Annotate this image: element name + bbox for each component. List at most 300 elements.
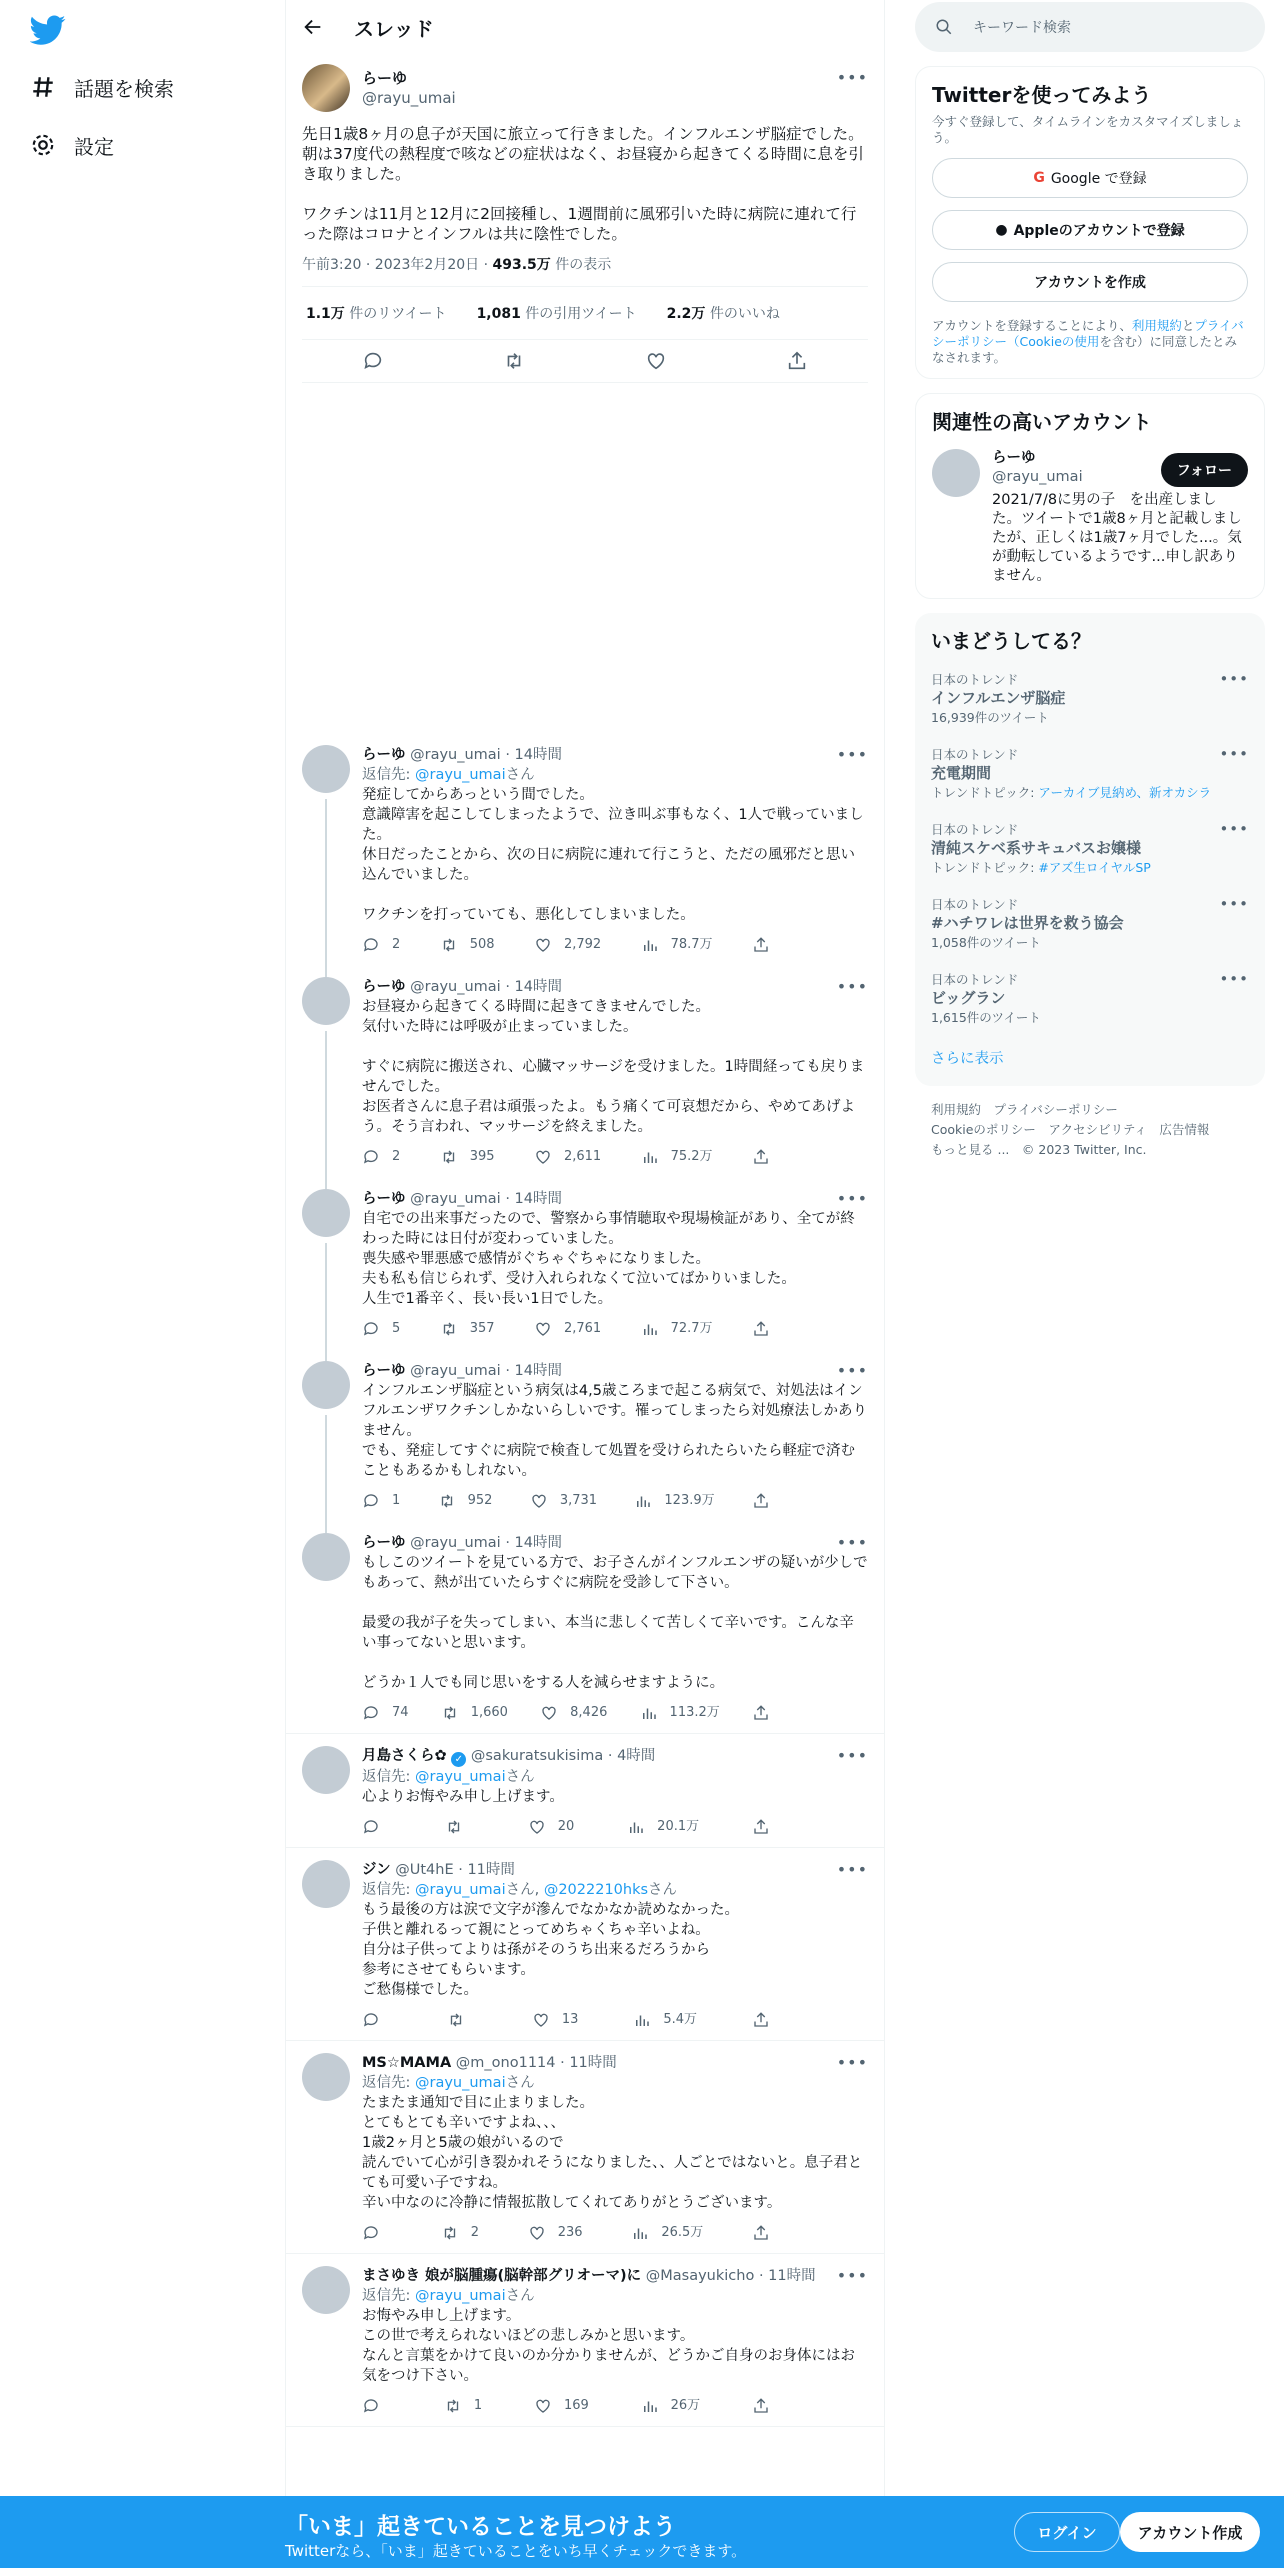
trend-name: インフルエンザ脳症 — [931, 689, 1066, 707]
likes-stat[interactable] — [667, 303, 780, 323]
reply-action[interactable] — [362, 1319, 400, 1339]
reply-to-prefix: 返信先: — [362, 1769, 415, 1785]
avatar[interactable] — [302, 1746, 350, 1794]
reply-author-name[interactable]: まさゆき 娘が脳腫瘍(脳幹部グリオーマ)に — [362, 2268, 642, 2284]
reply-to-link[interactable]: @rayu_umai — [415, 2288, 506, 2304]
views-action-count: 20.1万 — [657, 1819, 700, 1834]
like-action-icon — [540, 1704, 558, 1722]
signup-button[interactable]: アカウント作成 — [1120, 2512, 1260, 2552]
trend-category: 日本のトレンド — [931, 972, 1019, 987]
sidebar-footer — [915, 1100, 1265, 1160]
like-action-count: 2,761 — [563, 1321, 602, 1336]
tweet-actions — [302, 340, 868, 383]
google-signup-label: Google で登録 — [1050, 171, 1147, 187]
retweet-action-icon — [440, 1148, 458, 1166]
tweet-views-label: 件の表示 — [550, 257, 612, 273]
reply-handle-time[interactable]: @rayu_umai · 14時間 — [410, 747, 562, 763]
reply-action-icon — [362, 1492, 380, 1510]
reply-text: 発症してからあっという間でした。 意識障害を起こしてしまったようで、泣き叫ぶ事もなく、1人で戦っていました。 休日だったことから、次の日に病院に連れて行こうと、ただの風邪だと思い込んでいました。 ワクチンを打っていても、悪化してしまいました。 — [362, 787, 864, 923]
reply-actions — [362, 1817, 782, 1837]
retweets-count: 1.1万 — [306, 306, 345, 322]
author-handle[interactable]: @rayu_umai — [362, 89, 456, 107]
reply-to-suffix: さん — [505, 767, 535, 783]
footer-terms[interactable]: 利用規約 — [931, 1102, 982, 1117]
related-handle[interactable]: @rayu_umai — [992, 469, 1083, 485]
reply-list — [286, 733, 884, 2427]
nav-settings[interactable] — [30, 120, 114, 170]
retweet-icon[interactable] — [503, 350, 525, 372]
views-action[interactable] — [641, 2396, 701, 2416]
blank-area — [286, 383, 884, 733]
reply-handle-time[interactable]: @rayu_umai · 14時間 — [410, 1363, 562, 1379]
reply-author-name[interactable]: らーゆ — [362, 1191, 406, 1207]
reply-author-name[interactable]: らーゆ — [362, 747, 406, 763]
retweet-action[interactable] — [438, 1491, 493, 1511]
trend-sub-prefix: トレンドトピック: — [931, 860, 1039, 875]
like-action[interactable] — [528, 1817, 575, 1837]
like-action[interactable] — [540, 1703, 607, 1723]
share-action[interactable] — [752, 1817, 782, 1837]
retweet-action-icon — [441, 1704, 459, 1722]
related-account[interactable] — [932, 449, 1248, 586]
like-action-count: 169 — [563, 2398, 589, 2413]
tweet-views: 493.5万 — [492, 257, 551, 273]
twitter-logo-icon[interactable] — [30, 12, 66, 48]
reply-to-prefix: 返信先: — [362, 767, 415, 783]
avatar[interactable] — [302, 64, 350, 112]
trend-item[interactable] — [931, 735, 1249, 810]
reply-handle-time[interactable]: @rayu_umai · 14時間 — [410, 1535, 562, 1551]
reply-to — [362, 2073, 868, 2093]
privacy-link[interactable]: プライバシーポリシー（Cookieの使用 — [932, 318, 1244, 349]
reply-action-icon — [362, 1818, 380, 1836]
reply-to-link[interactable]: @rayu_umai — [415, 1769, 506, 1785]
apple-icon: ● — [995, 222, 1008, 238]
reply-to-suffix: さん, — [505, 1882, 544, 1898]
signup-terms — [932, 318, 1248, 366]
reply-handle-time[interactable]: @Masayukicho · 11時間 — [645, 2268, 816, 2284]
reply-handle-time[interactable]: @rayu_umai · 14時間 — [410, 1191, 562, 1207]
reply-to — [362, 765, 868, 785]
share-action[interactable] — [752, 1491, 782, 1511]
footer-ads[interactable]: 広告情報 — [1159, 1122, 1210, 1137]
nav-settings-label: 設定 — [74, 134, 114, 159]
reply-action[interactable] — [362, 2396, 392, 2416]
reply-action-count: 5 — [392, 1321, 401, 1336]
search-input[interactable] — [915, 2, 1265, 52]
tweet-stats — [302, 287, 868, 340]
share-action[interactable] — [752, 1319, 782, 1339]
share-icon — [752, 1320, 770, 1338]
avatar[interactable] — [302, 1361, 350, 1409]
author-name[interactable]: らーゆ — [362, 69, 408, 87]
reply-action-icon — [362, 2011, 380, 2029]
trend-category: 日本のトレンド — [931, 747, 1019, 762]
reply-author-name[interactable]: らーゆ — [362, 1363, 406, 1379]
share-icon — [752, 1818, 770, 1836]
reply-tweet[interactable] — [286, 1349, 884, 1521]
avatar[interactable] — [302, 1533, 350, 1581]
trend-sub — [931, 858, 1249, 877]
thread-line — [325, 1415, 327, 1533]
related-title: 関連性の高いアカウント — [932, 410, 1152, 434]
reply-to-link-2[interactable]: @2022210hks — [543, 1882, 649, 1898]
thread-line — [325, 799, 327, 977]
likes-label: 件のいいね — [705, 306, 780, 322]
reply-action[interactable] — [362, 2223, 392, 2243]
like-action-count: 8,426 — [570, 1705, 608, 1720]
reply-tweet[interactable] — [286, 965, 884, 1177]
like-action-count: 3,731 — [559, 1493, 598, 1508]
more-icon[interactable]: ••• — [1219, 895, 1249, 913]
verified-badge-icon: ✓ — [451, 1752, 466, 1767]
reply-text: もしこのツイートを見ている方で、お子さんがインフルエンザの疑いが少しでもあって、熱が出ていたらすぐに病院を受診して下さい。 最愛の我が子を失ってしまい、本当に悲しくて苦しくて辛いです。こんな辛い事ってないと思います。 どうか１人でも同じ思いをする人を減らせますように。 — [362, 1555, 868, 1691]
views-action-count: 75.2万 — [670, 1149, 713, 1164]
terms-post: を含む）に同意したとみなされます。 — [932, 334, 1237, 365]
reply-tweet[interactable] — [286, 2041, 884, 2254]
reply-icon[interactable] — [362, 350, 384, 372]
more-icon[interactable]: ••• — [1219, 745, 1249, 763]
more-icon[interactable]: ••• — [1219, 970, 1249, 988]
views-action-count: 113.2万 — [669, 1705, 720, 1720]
more-icon[interactable]: ••• — [836, 2266, 868, 2285]
reply-action-icon — [362, 1320, 380, 1338]
reply-tweet[interactable] — [286, 1734, 884, 1848]
reply-tweet[interactable] — [286, 1848, 884, 2041]
prompt-subtitle: Twitterなら、「いま」起きていることをいち早くチェックできます。 — [285, 2542, 747, 2560]
login-button[interactable]: ログイン — [1014, 2512, 1120, 2552]
reply-to-link[interactable]: @rayu_umai — [415, 1882, 506, 1898]
follow-button[interactable]: フォロー — [1161, 453, 1248, 487]
share-icon — [752, 1492, 770, 1510]
retweet-action[interactable] — [440, 935, 495, 955]
reply-author-name[interactable]: ジン — [362, 1862, 391, 1878]
like-icon[interactable] — [645, 350, 667, 372]
like-action-count: 236 — [557, 2225, 583, 2240]
reply-tweet[interactable] — [286, 1521, 884, 1734]
reply-actions — [362, 2396, 782, 2416]
trend-item[interactable] — [931, 810, 1249, 885]
search-placeholder: キーワード検索 — [973, 20, 1071, 36]
avatar[interactable] — [302, 2053, 350, 2101]
trend-name: 清純スケベ系サキュバスお嬢様 — [931, 839, 1142, 857]
views-action[interactable] — [633, 2010, 697, 2030]
retweet-action[interactable] — [447, 2010, 477, 2030]
gear-icon — [30, 132, 56, 158]
retweet-action-count: 952 — [467, 1493, 493, 1508]
footer-accessibility[interactable]: アクセシビリティ — [1048, 1122, 1147, 1137]
share-action[interactable] — [752, 2396, 782, 2416]
more-icon[interactable]: ••• — [836, 1361, 868, 1380]
signup-box — [915, 66, 1265, 379]
more-icon[interactable]: ••• — [836, 977, 868, 996]
trends-title: いまどうしてる？ — [931, 629, 1091, 653]
search-icon — [935, 18, 953, 36]
reply-author-name[interactable]: らーゆ — [362, 1535, 406, 1551]
avatar[interactable] — [302, 1189, 350, 1237]
more-icon[interactable]: ••• — [836, 68, 868, 87]
reply-actions — [362, 1491, 782, 1511]
like-action[interactable] — [534, 1319, 601, 1339]
tweet-meta — [302, 254, 868, 287]
trend-sub — [931, 783, 1249, 802]
reply-to-prefix: 返信先: — [362, 1882, 415, 1898]
avatar[interactable] — [302, 977, 350, 1025]
page-title: スレッド — [354, 16, 434, 41]
views-action-count: 72.7万 — [670, 1321, 713, 1336]
views-action[interactable] — [627, 1817, 699, 1837]
trend-sub-link[interactable]: #アズ生ロイヤルSP — [1038, 860, 1151, 875]
reply-text: 自宅での出来事だったので、警察から事情聴取や現場検証があり、全てが終わった時には日付が変わっていました。 喪失感や罪悪感で感情がぐちゃぐちゃになりました。 夫も私も信じられず、受け入れられなくて泣いてばかりいました。 人生で1番辛く、長い長い1日でした。 — [362, 1211, 855, 1307]
reply-action-icon — [362, 936, 380, 954]
footer-more[interactable]: もっと見る ... — [931, 1142, 1010, 1157]
create-account-button[interactable] — [932, 262, 1248, 302]
more-icon[interactable]: ••• — [836, 1533, 868, 1552]
more-icon[interactable]: ••• — [836, 1746, 868, 1765]
like-action-count: 20 — [557, 1819, 575, 1834]
google-signup-button[interactable] — [932, 158, 1248, 198]
retweet-action-icon — [440, 936, 458, 954]
share-icon — [752, 936, 770, 954]
main-column — [285, 0, 885, 2568]
signup-title: Twitterを使ってみよう — [932, 83, 1152, 107]
like-action[interactable] — [534, 2396, 589, 2416]
thread-header — [286, 0, 884, 54]
prompt-title: 「いま」起きていることを見つけよう — [285, 2514, 676, 2540]
reply-action[interactable] — [362, 2010, 392, 2030]
footer-copyright: © 2023 Twitter, Inc. — [1021, 1142, 1147, 1157]
views-action[interactable] — [640, 1703, 720, 1723]
apple-signup-button[interactable] — [932, 210, 1248, 250]
reply-action-icon — [362, 2224, 380, 2242]
reply-author-name[interactable]: らーゆ — [362, 979, 406, 995]
trend-sub: 1,058件のツイート — [931, 935, 1041, 950]
reply-handle-time[interactable]: @rayu_umai · 14時間 — [410, 979, 562, 995]
reply-actions — [362, 2010, 782, 2030]
reply-handle-time[interactable]: @Ut4hE · 11時間 — [395, 1862, 515, 1878]
retweet-action-icon — [441, 2224, 459, 2242]
views-action-count: 26万 — [670, 2398, 701, 2413]
reply-text: お悔やみ申し上げます。 この世で考えられないほどの悲しみかと思います。 なんと言葉をかけて良いのか分かりませんが、どうかご自身のお身体にはお気をつけ下さい。 — [362, 2308, 855, 2384]
terms-mid: と — [1181, 318, 1195, 333]
reply-text: もう最後の方は涙で文字が滲んでなかなか読めなかった。 子供と離れるって親にとってめちゃくちゃ辛いよね。 自分は子供ってよりは孫がそのうち出来るだろうから 参考にさせてもらいます。 ご愁傷様でした。 — [362, 1902, 739, 1998]
create-account-label: アカウントを作成 — [1034, 275, 1146, 291]
share-action[interactable] — [752, 2010, 782, 2030]
reply-to — [362, 1880, 868, 1900]
reply-action[interactable] — [362, 1147, 400, 1167]
google-icon: G — [1033, 170, 1045, 186]
views-action[interactable] — [641, 935, 713, 955]
retweet-action-count: 357 — [469, 1321, 495, 1336]
login-prompt-bar — [0, 2496, 1284, 2568]
like-action-count: 2,792 — [563, 937, 602, 952]
more-icon[interactable]: ••• — [1219, 820, 1249, 838]
reply-action-icon — [362, 2397, 380, 2415]
retweet-action[interactable] — [440, 1319, 495, 1339]
retweet-action-icon — [445, 1818, 463, 1836]
like-action[interactable] — [530, 1491, 597, 1511]
views-action-icon — [641, 2397, 659, 2415]
retweet-action[interactable] — [440, 1147, 495, 1167]
reply-action[interactable] — [362, 1703, 409, 1723]
more-icon[interactable]: ••• — [836, 1860, 868, 1879]
show-more-link[interactable]: さらに表示 — [931, 1051, 1004, 1067]
views-action-icon — [634, 1492, 652, 1510]
retweet-action-icon — [447, 2011, 465, 2029]
like-action-icon — [530, 1492, 548, 1510]
trend-name: 充電期間 — [931, 764, 992, 782]
share-icon — [752, 1148, 770, 1166]
footer-cookie[interactable]: Cookieのポリシー — [931, 1122, 1036, 1137]
reply-action[interactable] — [362, 935, 400, 955]
reply-to-suffix: さん — [505, 1769, 535, 1785]
related-name[interactable]: らーゆ — [992, 450, 1036, 466]
reply-action-icon — [362, 1148, 380, 1166]
reply-action[interactable] — [362, 1491, 400, 1511]
retweet-action[interactable] — [441, 2223, 479, 2243]
trends-box — [915, 613, 1265, 1086]
trend-item[interactable] — [931, 885, 1249, 960]
reply-to-link[interactable]: @rayu_umai — [415, 767, 506, 783]
retweet-action-count: 508 — [469, 937, 495, 952]
tweet-text: 先日1歳8ヶ月の息子が天国に旅立って行きました。インフルエンザ脳症でした。 朝は37度代の熱程度で咳などの症状はなく、お昼寝から起きてくる時間に息を引き取りました。 ワクチンは11月と12月に2回接種し、1週間前に風邪引いた時に病院に連れて行った際はコロナとインフルは共に陰性でした。 — [302, 125, 864, 243]
terms-pre: アカウントを登録することにより、 — [932, 318, 1132, 333]
views-action-icon — [640, 1704, 658, 1722]
share-icon[interactable] — [786, 350, 808, 372]
main-tweet — [286, 54, 884, 383]
more-icon[interactable]: ••• — [836, 2053, 868, 2072]
reply-handle-time[interactable]: @sakuratsukisima · 4時間 — [470, 1748, 656, 1764]
share-action[interactable] — [752, 1703, 782, 1723]
hashtag-icon — [30, 74, 56, 100]
like-action[interactable] — [528, 2223, 583, 2243]
trend-item[interactable] — [931, 960, 1249, 1035]
trend-sub: 1,615件のツイート — [931, 1010, 1041, 1025]
share-action[interactable] — [752, 935, 782, 955]
views-action[interactable] — [631, 2223, 703, 2243]
nav-explore-label: 話題を検索 — [74, 76, 174, 101]
retweet-action-icon — [440, 1320, 458, 1338]
thread-line — [325, 1031, 327, 1189]
reply-tweet[interactable] — [286, 2254, 884, 2427]
retweets-label: 件のリツイート — [344, 306, 447, 322]
retweet-action-count: 2 — [470, 2225, 480, 2240]
retweet-action-icon — [444, 2397, 462, 2415]
trend-sub-prefix: トレンドトピック: — [931, 785, 1039, 800]
like-action[interactable] — [534, 1147, 601, 1167]
retweet-action[interactable] — [445, 1817, 475, 1837]
nav-explore[interactable] — [30, 62, 174, 112]
like-action-icon — [528, 1818, 546, 1836]
related-accounts-box — [915, 393, 1265, 599]
retweet-action[interactable] — [444, 2396, 482, 2416]
reply-text: 心よりお悔やみ申し上げます。 — [362, 1789, 564, 1805]
reply-tweet[interactable] — [286, 1177, 884, 1349]
views-action[interactable] — [641, 1319, 713, 1339]
retweet-action-count: 1,660 — [470, 1705, 508, 1720]
views-action-count: 78.7万 — [670, 937, 713, 952]
trend-name: ビッグラン — [931, 989, 1006, 1007]
reply-author-name[interactable]: 月島さくら✿ — [362, 1748, 447, 1764]
more-icon[interactable]: ••• — [1219, 670, 1249, 688]
reply-action[interactable] — [362, 1817, 392, 1837]
reply-to-suffix: さん — [505, 2075, 535, 2091]
like-action[interactable] — [532, 2010, 579, 2030]
like-action-icon — [528, 2224, 546, 2242]
trend-category: 日本のトレンド — [931, 897, 1019, 912]
avatar[interactable] — [302, 2266, 350, 2314]
trend-name: #ハチワレは世界を救う協会 — [931, 914, 1124, 932]
avatar[interactable] — [302, 745, 350, 793]
reply-handle-time[interactable]: @m_ono1114 · 11時間 — [455, 2055, 617, 2071]
reply-to-prefix: 返信先: — [362, 2075, 415, 2091]
views-action-icon — [627, 1818, 645, 1836]
back-arrow-icon[interactable] — [302, 16, 324, 38]
trend-category: 日本のトレンド — [931, 822, 1019, 837]
footer-privacy[interactable]: プライバシーポリシー — [993, 1102, 1118, 1117]
reply-action-count: 1 — [392, 1493, 401, 1508]
avatar[interactable] — [302, 1860, 350, 1908]
reply-actions — [362, 935, 782, 955]
terms-link[interactable]: 利用規約 — [1131, 318, 1182, 333]
views-action[interactable] — [634, 1491, 714, 1511]
like-action-icon — [534, 1148, 552, 1166]
left-nav — [0, 0, 285, 2568]
signup-desc: 今すぐ登録して、タイムラインをカスタマイズしましょう。 — [932, 114, 1244, 145]
more-icon[interactable]: ••• — [836, 1189, 868, 1208]
quotes-label: 件の引用ツイート — [520, 306, 637, 322]
reply-tweet[interactable] — [286, 733, 884, 965]
views-action-count: 123.9万 — [664, 1493, 715, 1508]
reply-to-suffix-2: さん — [648, 1882, 678, 1898]
retweets-stat[interactable] — [306, 303, 447, 323]
related-avatar[interactable] — [932, 449, 980, 497]
likes-count: 2.2万 — [666, 306, 706, 322]
reply-author-name[interactable]: MS☆MAMA — [362, 2055, 452, 2071]
share-action[interactable] — [752, 1147, 782, 1167]
views-action-count: 5.4万 — [663, 2012, 698, 2027]
retweet-action[interactable] — [441, 1703, 508, 1723]
reply-actions — [362, 1319, 782, 1339]
like-action-count: 2,611 — [563, 1149, 602, 1164]
quotes-stat[interactable] — [477, 303, 637, 323]
apple-signup-label: Appleのアカウントで登録 — [1013, 223, 1185, 239]
more-icon[interactable]: ••• — [836, 745, 868, 764]
share-icon — [752, 2011, 770, 2029]
like-action[interactable] — [534, 935, 601, 955]
reply-to-prefix: 返信先: — [362, 2288, 415, 2304]
views-action-icon — [641, 1320, 659, 1338]
reply-text: お昼寝から起きてくる時間に起きてきませんでした。 気付いた時には呼吸が止まっていました。 すぐに病院に搬送され、心臓マッサージを受けました。1時間経っても戻りませんでした。 お医者さんに息子君は頑張ったよ。もう痛くて可哀想だから、やめてあげよう。そう言われ、マッサージを終えました。 — [362, 999, 865, 1135]
views-action[interactable] — [641, 1147, 713, 1167]
views-action-icon — [631, 2224, 649, 2242]
trend-sub-link[interactable]: アーカイブ見納め、新オカシラ — [1038, 785, 1212, 800]
like-action-icon — [532, 2011, 550, 2029]
reply-action-icon — [362, 1704, 380, 1722]
like-action-icon — [534, 936, 552, 954]
reply-action-count: 74 — [392, 1705, 409, 1720]
reply-to-link[interactable]: @rayu_umai — [415, 2075, 506, 2091]
reply-action-count: 2 — [392, 937, 401, 952]
tweet-time[interactable]: 午前3:20 · 2023年2月20日 · — [302, 257, 493, 273]
share-action[interactable] — [752, 2223, 782, 2243]
right-sidebar — [915, 0, 1265, 1160]
quotes-count: 1,081 — [476, 306, 521, 322]
views-action-icon — [633, 2011, 651, 2029]
reply-to — [362, 2286, 868, 2306]
reply-actions — [362, 1703, 782, 1723]
trend-item[interactable] — [931, 660, 1249, 735]
